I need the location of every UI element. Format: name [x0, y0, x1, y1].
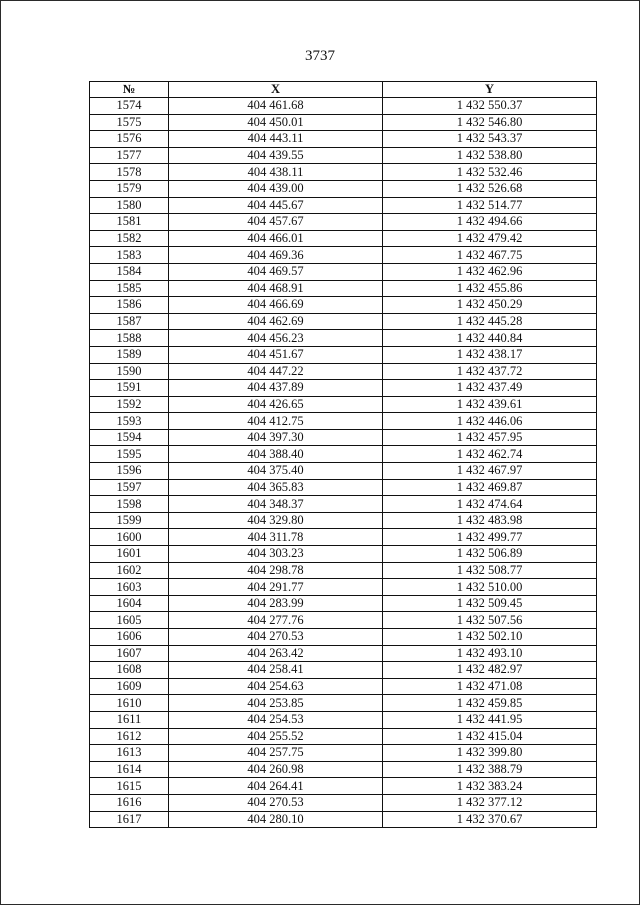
y-coordinate-cell: 1 432 502.10 — [383, 629, 597, 646]
y-coordinate-cell: 1 432 493.10 — [383, 645, 597, 662]
x-coordinate-cell: 404 461.68 — [169, 98, 383, 115]
point-number-cell: 1605 — [90, 612, 169, 629]
point-number-cell: 1577 — [90, 147, 169, 164]
x-coordinate-cell: 404 397.30 — [169, 429, 383, 446]
point-number-cell: 1574 — [90, 98, 169, 115]
x-coordinate-cell: 404 412.75 — [169, 413, 383, 430]
y-coordinate-cell: 1 432 437.49 — [383, 380, 597, 397]
table-row — [90, 496, 597, 513]
y-coordinate-cell: 1 432 494.66 — [383, 214, 597, 231]
point-number-cell: 1580 — [90, 197, 169, 214]
table-row — [90, 446, 597, 463]
y-coordinate-cell: 1 432 526.68 — [383, 180, 597, 197]
x-coordinate-cell: 404 263.42 — [169, 645, 383, 662]
table-row — [90, 313, 597, 330]
table-row — [90, 662, 597, 679]
y-coordinate-cell: 1 432 383.24 — [383, 778, 597, 795]
table-row — [90, 396, 597, 413]
point-number-cell: 1599 — [90, 512, 169, 529]
point-number-cell: 1606 — [90, 629, 169, 646]
y-coordinate-cell: 1 432 483.98 — [383, 512, 597, 529]
point-number-cell: 1600 — [90, 529, 169, 546]
x-coordinate-cell: 404 298.78 — [169, 562, 383, 579]
y-coordinate-cell: 1 432 550.37 — [383, 98, 597, 115]
table-row — [90, 595, 597, 612]
point-number-cell: 1615 — [90, 778, 169, 795]
point-number-cell: 1611 — [90, 711, 169, 728]
x-coordinate-cell: 404 329.80 — [169, 512, 383, 529]
table-row — [90, 98, 597, 115]
table-row — [90, 761, 597, 778]
x-coordinate-cell: 404 260.98 — [169, 761, 383, 778]
x-coordinate-cell: 404 264.41 — [169, 778, 383, 795]
point-number-cell: 1616 — [90, 794, 169, 811]
table-row — [90, 346, 597, 363]
table-row — [90, 711, 597, 728]
point-number-cell: 1589 — [90, 346, 169, 363]
x-coordinate-cell: 404 469.57 — [169, 263, 383, 280]
y-coordinate-cell: 1 432 437.72 — [383, 363, 597, 380]
x-coordinate-cell: 404 437.89 — [169, 380, 383, 397]
point-number-cell: 1604 — [90, 595, 169, 612]
point-number-cell: 1575 — [90, 114, 169, 131]
y-coordinate-cell: 1 432 462.74 — [383, 446, 597, 463]
table-row — [90, 114, 597, 131]
x-coordinate-cell: 404 438.11 — [169, 164, 383, 181]
point-number-cell: 1601 — [90, 546, 169, 563]
y-coordinate-cell: 1 432 510.00 — [383, 579, 597, 596]
x-coordinate-cell: 404 254.63 — [169, 678, 383, 695]
y-coordinate-cell: 1 432 543.37 — [383, 131, 597, 148]
table-row — [90, 413, 597, 430]
y-coordinate-cell: 1 432 455.86 — [383, 280, 597, 297]
x-coordinate-cell: 404 254.53 — [169, 711, 383, 728]
point-number-cell: 1602 — [90, 562, 169, 579]
y-coordinate-cell: 1 432 532.46 — [383, 164, 597, 181]
y-coordinate-cell: 1 432 370.67 — [383, 811, 597, 828]
x-coordinate-cell: 404 283.99 — [169, 595, 383, 612]
y-coordinate-cell: 1 432 538.80 — [383, 147, 597, 164]
table-row — [90, 811, 597, 828]
table-row — [90, 529, 597, 546]
point-number-cell: 1614 — [90, 761, 169, 778]
x-coordinate-cell: 404 388.40 — [169, 446, 383, 463]
y-coordinate-cell: 1 432 438.17 — [383, 346, 597, 363]
x-coordinate-cell: 404 257.75 — [169, 745, 383, 762]
y-coordinate-cell: 1 432 506.89 — [383, 546, 597, 563]
table-body — [90, 98, 597, 828]
point-number-cell: 1585 — [90, 280, 169, 297]
table-row — [90, 164, 597, 181]
x-coordinate-cell: 404 450.01 — [169, 114, 383, 131]
x-coordinate-cell: 404 280.10 — [169, 811, 383, 828]
y-coordinate-cell: 1 432 457.95 — [383, 429, 597, 446]
x-coordinate-cell: 404 311.78 — [169, 529, 383, 546]
table-row — [90, 363, 597, 380]
header-number: № — [90, 82, 169, 98]
point-number-cell: 1584 — [90, 263, 169, 280]
coordinates-table — [89, 81, 597, 828]
point-number-cell: 1609 — [90, 678, 169, 695]
x-coordinate-cell: 404 468.91 — [169, 280, 383, 297]
x-coordinate-cell: 404 439.00 — [169, 180, 383, 197]
x-coordinate-cell: 404 466.01 — [169, 230, 383, 247]
table-row — [90, 380, 597, 397]
x-coordinate-cell: 404 439.55 — [169, 147, 383, 164]
point-number-cell: 1610 — [90, 695, 169, 712]
table-row — [90, 280, 597, 297]
table-row — [90, 629, 597, 646]
y-coordinate-cell: 1 432 474.64 — [383, 496, 597, 513]
y-coordinate-cell: 1 432 445.28 — [383, 313, 597, 330]
point-number-cell: 1581 — [90, 214, 169, 231]
x-coordinate-cell: 404 258.41 — [169, 662, 383, 679]
point-number-cell: 1595 — [90, 446, 169, 463]
point-number-cell: 1576 — [90, 131, 169, 148]
y-coordinate-cell: 1 432 399.80 — [383, 745, 597, 762]
x-coordinate-cell: 404 469.36 — [169, 247, 383, 264]
point-number-cell: 1617 — [90, 811, 169, 828]
x-coordinate-cell: 404 277.76 — [169, 612, 383, 629]
x-coordinate-cell: 404 445.67 — [169, 197, 383, 214]
y-coordinate-cell: 1 432 440.84 — [383, 330, 597, 347]
table-row — [90, 297, 597, 314]
y-coordinate-cell: 1 432 482.97 — [383, 662, 597, 679]
point-number-cell: 1591 — [90, 380, 169, 397]
y-coordinate-cell: 1 432 514.77 — [383, 197, 597, 214]
table-row — [90, 612, 597, 629]
table-header-row — [90, 82, 597, 98]
x-coordinate-cell: 404 255.52 — [169, 728, 383, 745]
y-coordinate-cell: 1 432 441.95 — [383, 711, 597, 728]
x-coordinate-cell: 404 375.40 — [169, 463, 383, 480]
header-y: Y — [383, 82, 597, 98]
y-coordinate-cell: 1 432 377.12 — [383, 794, 597, 811]
table-row — [90, 562, 597, 579]
table-row — [90, 479, 597, 496]
table-row — [90, 429, 597, 446]
y-coordinate-cell: 1 432 471.08 — [383, 678, 597, 695]
y-coordinate-cell: 1 432 415.04 — [383, 728, 597, 745]
point-number-cell: 1586 — [90, 297, 169, 314]
y-coordinate-cell: 1 432 462.96 — [383, 263, 597, 280]
point-number-cell: 1592 — [90, 396, 169, 413]
table-row — [90, 794, 597, 811]
x-coordinate-cell: 404 443.11 — [169, 131, 383, 148]
point-number-cell: 1607 — [90, 645, 169, 662]
x-coordinate-cell: 404 462.69 — [169, 313, 383, 330]
y-coordinate-cell: 1 432 509.45 — [383, 595, 597, 612]
table-row — [90, 147, 597, 164]
point-number-cell: 1613 — [90, 745, 169, 762]
y-coordinate-cell: 1 432 507.56 — [383, 612, 597, 629]
table-row — [90, 330, 597, 347]
point-number-cell: 1582 — [90, 230, 169, 247]
table-row — [90, 512, 597, 529]
y-coordinate-cell: 1 432 450.29 — [383, 297, 597, 314]
point-number-cell: 1578 — [90, 164, 169, 181]
table-row — [90, 728, 597, 745]
point-number-cell: 1594 — [90, 429, 169, 446]
table-row — [90, 463, 597, 480]
table-row — [90, 645, 597, 662]
x-coordinate-cell: 404 270.53 — [169, 794, 383, 811]
table-row — [90, 695, 597, 712]
point-number-cell: 1587 — [90, 313, 169, 330]
x-coordinate-cell: 404 451.67 — [169, 346, 383, 363]
table-row — [90, 131, 597, 148]
table-row — [90, 579, 597, 596]
x-coordinate-cell: 404 466.69 — [169, 297, 383, 314]
table-row — [90, 745, 597, 762]
x-coordinate-cell: 404 447.22 — [169, 363, 383, 380]
table-row — [90, 546, 597, 563]
point-number-cell: 1597 — [90, 479, 169, 496]
table-row — [90, 197, 597, 214]
x-coordinate-cell: 404 365.83 — [169, 479, 383, 496]
table-row — [90, 247, 597, 264]
x-coordinate-cell: 404 426.65 — [169, 396, 383, 413]
table-row — [90, 214, 597, 231]
x-coordinate-cell: 404 457.67 — [169, 214, 383, 231]
y-coordinate-cell: 1 432 439.61 — [383, 396, 597, 413]
point-number-cell: 1608 — [90, 662, 169, 679]
point-number-cell: 1583 — [90, 247, 169, 264]
x-coordinate-cell: 404 456.23 — [169, 330, 383, 347]
page-number: 3737 — [305, 48, 335, 64]
table-row — [90, 180, 597, 197]
y-coordinate-cell: 1 432 479.42 — [383, 230, 597, 247]
x-coordinate-cell: 404 253.85 — [169, 695, 383, 712]
point-number-cell: 1588 — [90, 330, 169, 347]
point-number-cell: 1612 — [90, 728, 169, 745]
y-coordinate-cell: 1 432 467.75 — [383, 247, 597, 264]
point-number-cell: 1579 — [90, 180, 169, 197]
y-coordinate-cell: 1 432 508.77 — [383, 562, 597, 579]
x-coordinate-cell: 404 291.77 — [169, 579, 383, 596]
x-coordinate-cell: 404 270.53 — [169, 629, 383, 646]
point-number-cell: 1593 — [90, 413, 169, 430]
y-coordinate-cell: 1 432 388.79 — [383, 761, 597, 778]
header-x: X — [169, 82, 383, 98]
y-coordinate-cell: 1 432 546.80 — [383, 114, 597, 131]
point-number-cell: 1590 — [90, 363, 169, 380]
y-coordinate-cell: 1 432 469.87 — [383, 479, 597, 496]
y-coordinate-cell: 1 432 459.85 — [383, 695, 597, 712]
table-row — [90, 778, 597, 795]
table-row — [90, 263, 597, 280]
y-coordinate-cell: 1 432 467.97 — [383, 463, 597, 480]
table-row — [90, 678, 597, 695]
point-number-cell: 1598 — [90, 496, 169, 513]
x-coordinate-cell: 404 303.23 — [169, 546, 383, 563]
table-row — [90, 230, 597, 247]
x-coordinate-cell: 404 348.37 — [169, 496, 383, 513]
point-number-cell: 1603 — [90, 579, 169, 596]
y-coordinate-cell: 1 432 499.77 — [383, 529, 597, 546]
point-number-cell: 1596 — [90, 463, 169, 480]
y-coordinate-cell: 1 432 446.06 — [383, 413, 597, 430]
